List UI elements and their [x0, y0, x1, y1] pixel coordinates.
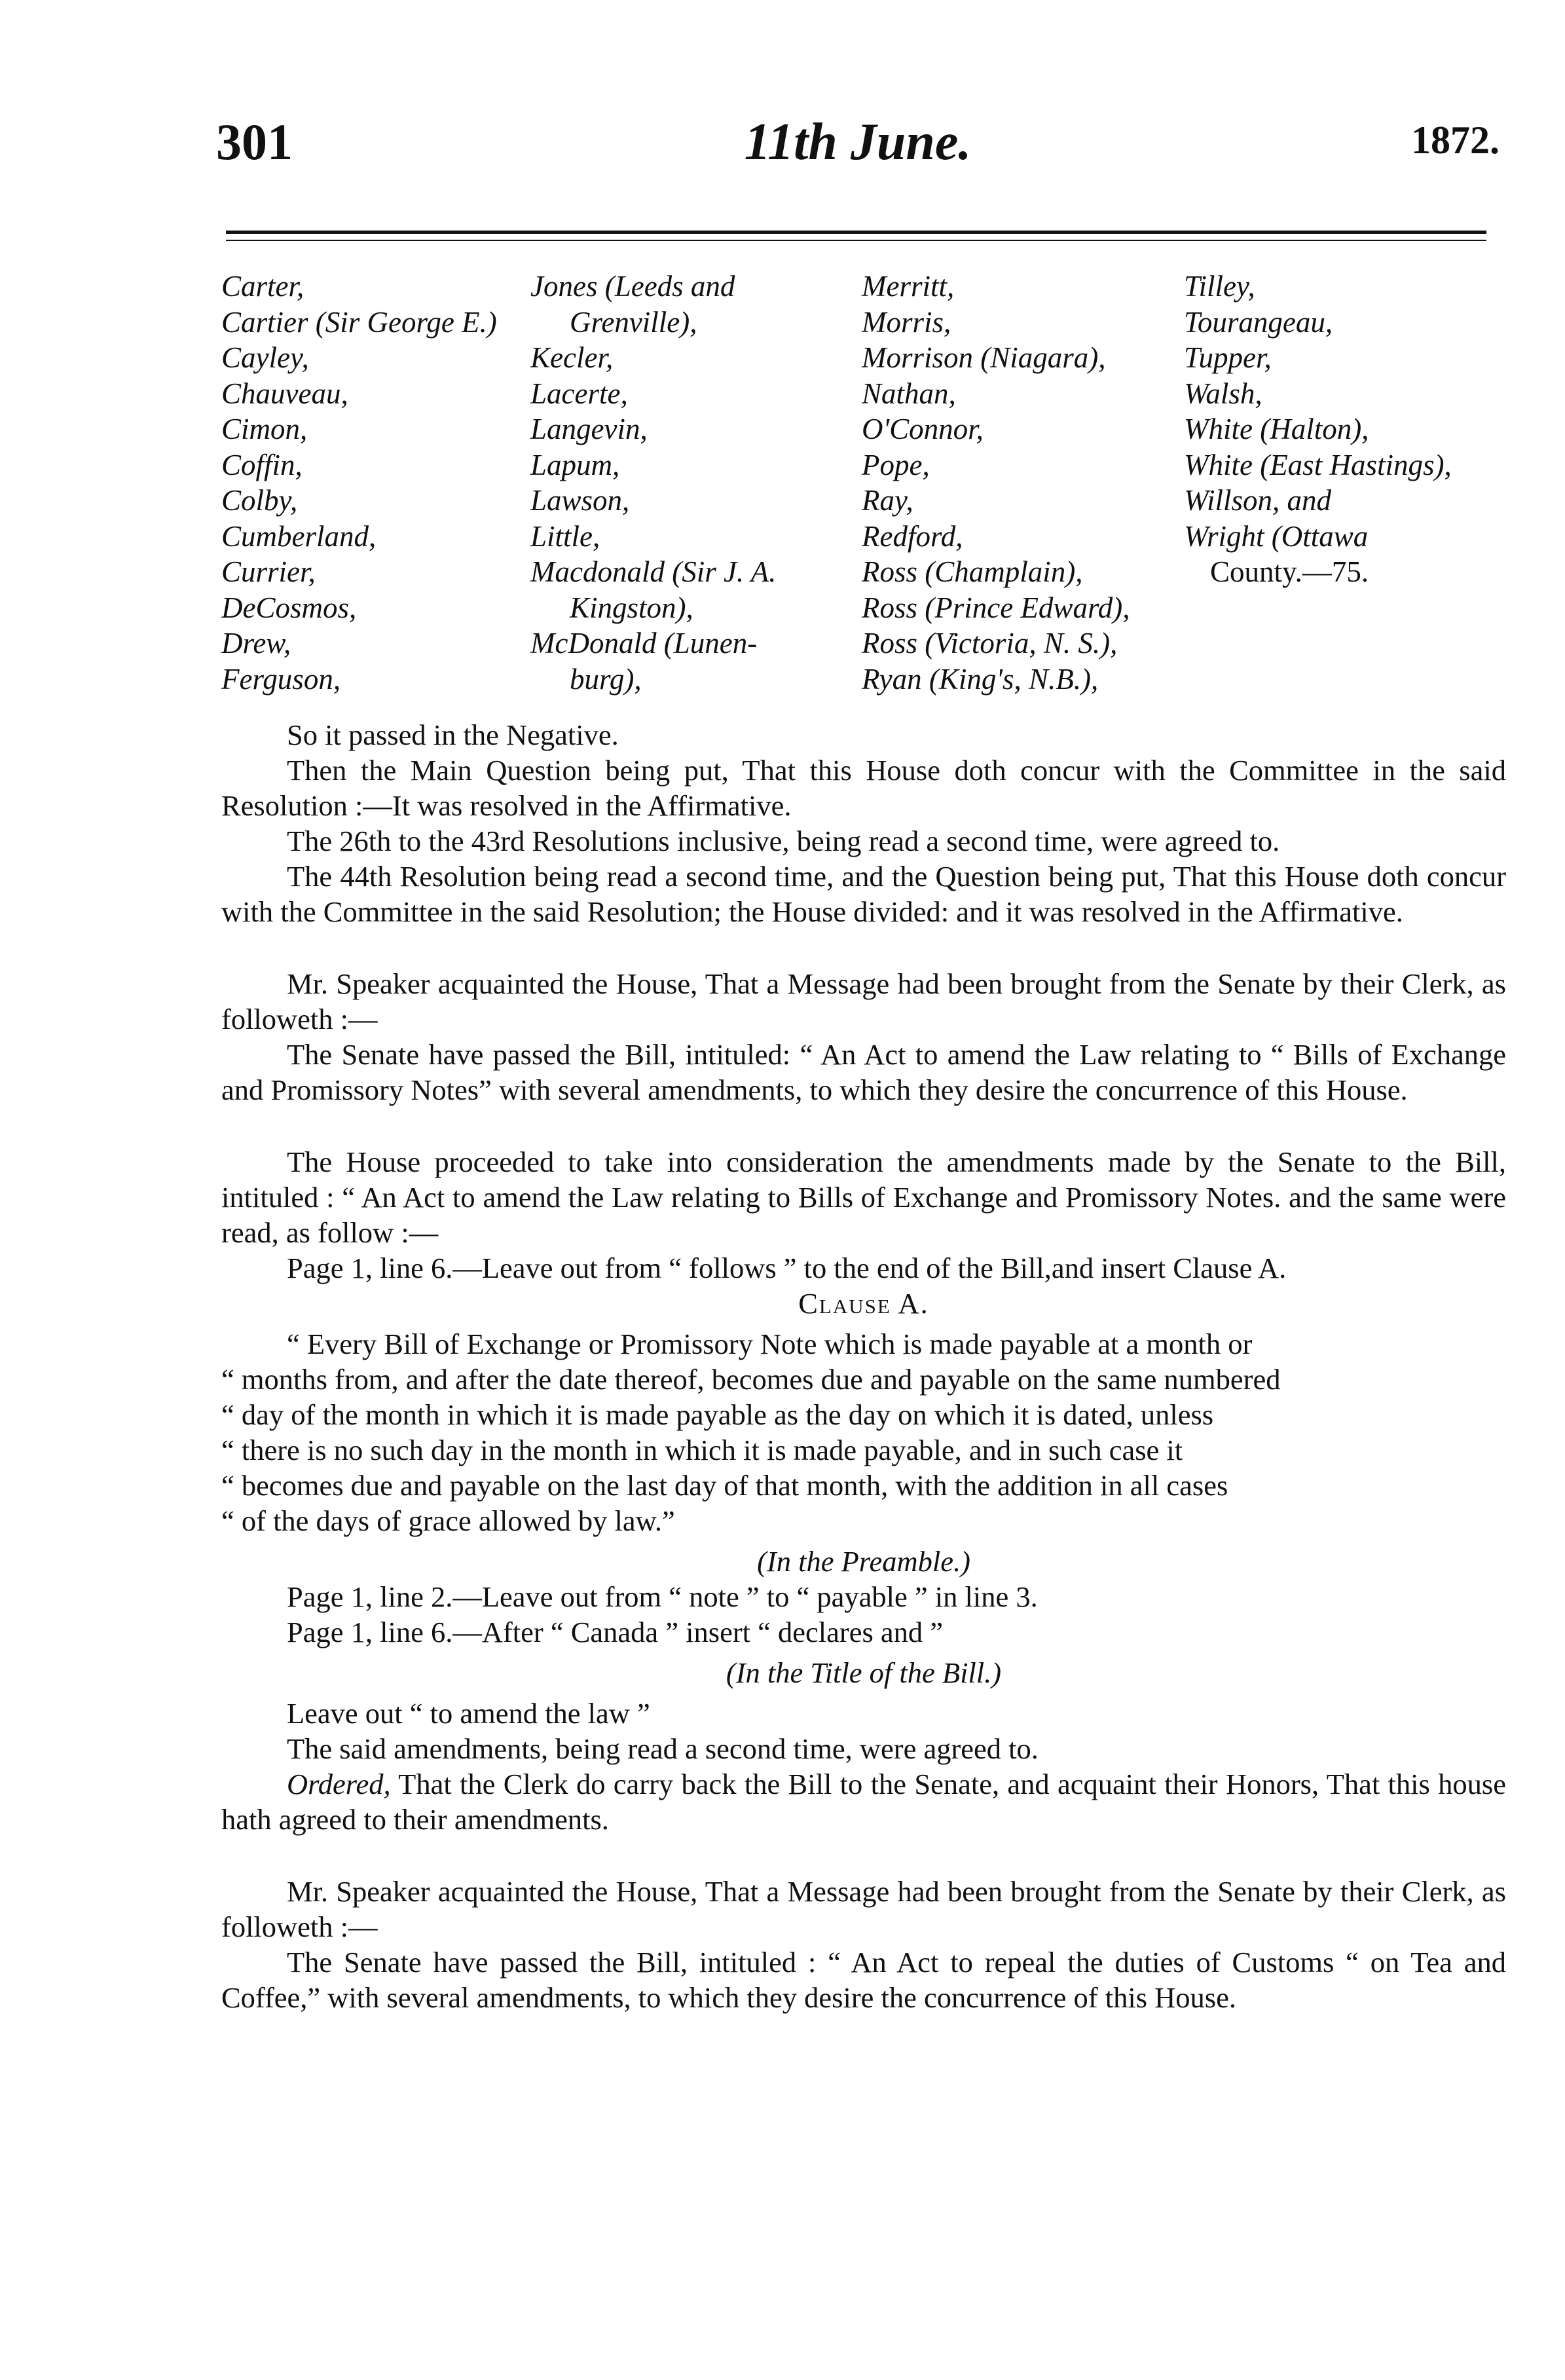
senate-bill-paragraph: The Senate have passed the Bill, intituled: “ An Act to amend the Law relating to “ Bills of Exchange and Promissory Notes” with several amendments, to which they desire the concurrence of this House.	[221, 1038, 1506, 1106]
member-name: Walsh,	[1184, 377, 1262, 410]
ordered-word: Ordered,	[287, 1768, 391, 1800]
amendment-page1-line6: Page 1, line 6.—Leave out from “ follows ” to the end of the Bill,and insert Clause A.	[287, 1252, 1287, 1284]
member-name: Coffin,	[221, 448, 303, 481]
division-column-3	[862, 269, 1130, 697]
title-heading: (In the Title of the Bill.)	[726, 1656, 1002, 1689]
member-name: Kingston),	[570, 591, 693, 624]
member-name: Tilley,	[1184, 270, 1255, 303]
member-name: Little,	[530, 519, 600, 553]
member-name: Ross (Champlain),	[862, 555, 1083, 588]
member-name: Langevin,	[530, 413, 648, 445]
member-name: Carter,	[221, 270, 304, 303]
senate-bill-paragraph-2: The Senate have passed the Bill, intituled : “ An Act to repeal the duties of Customs “ on Tea and Coffee,” with several amendments, to which they desire the concurrence of this House.	[221, 1946, 1506, 2014]
member-name: Lawson,	[530, 484, 630, 517]
negative-result: So it passed in the Negative.	[287, 718, 619, 751]
body-text	[221, 717, 1506, 2015]
member-name: Grenville),	[570, 305, 697, 339]
member-name: Colby,	[221, 484, 298, 517]
amendments-agreed-line: The said amendments, being read a second time, were agreed to.	[287, 1732, 1039, 1765]
clause-a-heading: Clause A.	[798, 1287, 929, 1320]
member-name: Tourangeau,	[1184, 305, 1333, 339]
member-name: Ross (Victoria, N. S.),	[862, 627, 1118, 660]
page-year: 1872.	[1411, 119, 1500, 162]
member-name: Ryan (King's, N.B.),	[862, 662, 1099, 696]
amendment-page1-line2: Page 1, line 2.—Leave out from “ note ” to “ payable ” in line 3.	[287, 1580, 1038, 1613]
member-name: Redford,	[862, 519, 963, 553]
header-rule-thin	[226, 240, 1486, 241]
speaker-message-paragraph-2: Mr. Speaker acquainted the House, That a Message had been brought from the Senate by their Clerk, as followeth :—	[221, 1875, 1506, 1943]
clause-line: “ of the days of grace allowed by law.”	[221, 1504, 675, 1537]
resolution-44-paragraph: The 44th Resolution being read a second time, and the Question being put, That this House doth concur with the Committee in the said Resolution; the House divided: and it was resolved in the Affirmative.	[221, 860, 1506, 928]
clause-a-text	[221, 1326, 1506, 1538]
division-column-1	[221, 269, 497, 697]
member-name: Ferguson,	[221, 662, 341, 696]
member-name: DeCosmos,	[221, 591, 357, 624]
page-date-title: 11th June.	[744, 113, 972, 171]
clause-line: “ Every Bill of Exchange or Promissory Note which is made payable at a month or	[287, 1328, 1253, 1360]
main-question-paragraph: Then the Main Question being put, That this House doth concur with the Committee in the said Resolution :—It was resolved in the Affirmative.	[221, 754, 1506, 822]
division-column-4	[1184, 269, 1452, 590]
page-number: 301	[216, 113, 293, 170]
amendment-page1-line6-after: Page 1, line 6.—After “ Canada ” insert “ declares and ”	[287, 1616, 944, 1648]
member-name: White (East Hastings),	[1184, 448, 1452, 481]
member-name: burg),	[570, 662, 642, 696]
resolutions-paragraph: The 26th to the 43rd Resolutions inclusive, being read a second time, were agreed to.	[287, 825, 1280, 857]
member-name: Drew,	[221, 627, 291, 660]
member-name: Tupper,	[1184, 341, 1272, 374]
division-column-2	[530, 269, 776, 697]
member-name: Wright (Ottawa	[1184, 519, 1369, 553]
clause-line: “ day of the month in which it is made payable as the day on which it is dated, unless	[221, 1398, 1214, 1431]
division-list	[221, 269, 1505, 707]
member-name: Jones (Leeds and	[530, 270, 735, 303]
clause-line: “ there is no such day in the month in which it is made payable, and in such case it	[221, 1434, 1183, 1466]
member-name: Ray,	[862, 484, 913, 517]
member-name: Pope,	[862, 448, 930, 481]
leave-out-line: Leave out “ to amend the law ”	[287, 1697, 650, 1730]
member-name: Nathan,	[862, 377, 956, 410]
clause-line: “ months from, and after the date thereof, becomes due and payable on the same numbered	[221, 1363, 1281, 1396]
member-name: Ross (Prince Edward),	[862, 591, 1130, 624]
ordered-text: That the Clerk do carry back the Bill to the Senate, and acquaint their Honors, That this house hath agreed to their amendments.	[221, 1768, 1506, 1836]
header-rule-thick	[226, 231, 1486, 234]
member-name: White (Halton),	[1184, 413, 1369, 445]
member-name: County.—75.	[1210, 555, 1369, 588]
member-name: Cartier (Sir George E.)	[221, 305, 497, 339]
member-name: Macdonald (Sir J. A.	[530, 555, 777, 588]
member-name: Cimon,	[221, 413, 308, 445]
member-name: Morrison (Niagara),	[862, 341, 1106, 374]
ordered-paragraph	[221, 1766, 1506, 1837]
member-name: Chauveau,	[221, 377, 348, 410]
member-name: Lapum,	[530, 448, 620, 481]
member-name: Kecler,	[530, 341, 614, 374]
member-name: Cayley,	[221, 341, 309, 374]
member-name: McDonald (Lunen-	[530, 627, 758, 660]
member-name: Currier,	[221, 555, 316, 588]
page-header	[216, 113, 1500, 191]
member-name: O'Connor,	[862, 413, 984, 445]
preamble-heading: (In the Preamble.)	[757, 1545, 970, 1578]
member-name: Cumberland,	[221, 519, 377, 553]
member-name: Lacerte,	[530, 377, 628, 410]
house-proceeded-paragraph: The House proceeded to take into consideration the amendments made by the Senate to the Bill, intituled : “ An Act to amend the Law relating to Bills of Exchange and Promissory Notes. and the same were read, as follow :—	[221, 1145, 1506, 1249]
clause-line: “ becomes due and payable on the last day of that month, with the addition in all cases	[221, 1469, 1228, 1502]
member-name: Willson, and	[1184, 484, 1332, 517]
speaker-message-paragraph: Mr. Speaker acquainted the House, That a Message had been brought from the Senate by their Clerk, as followeth :—	[221, 967, 1506, 1035]
member-name: Morris,	[862, 305, 951, 339]
member-name: Merritt,	[862, 270, 955, 303]
